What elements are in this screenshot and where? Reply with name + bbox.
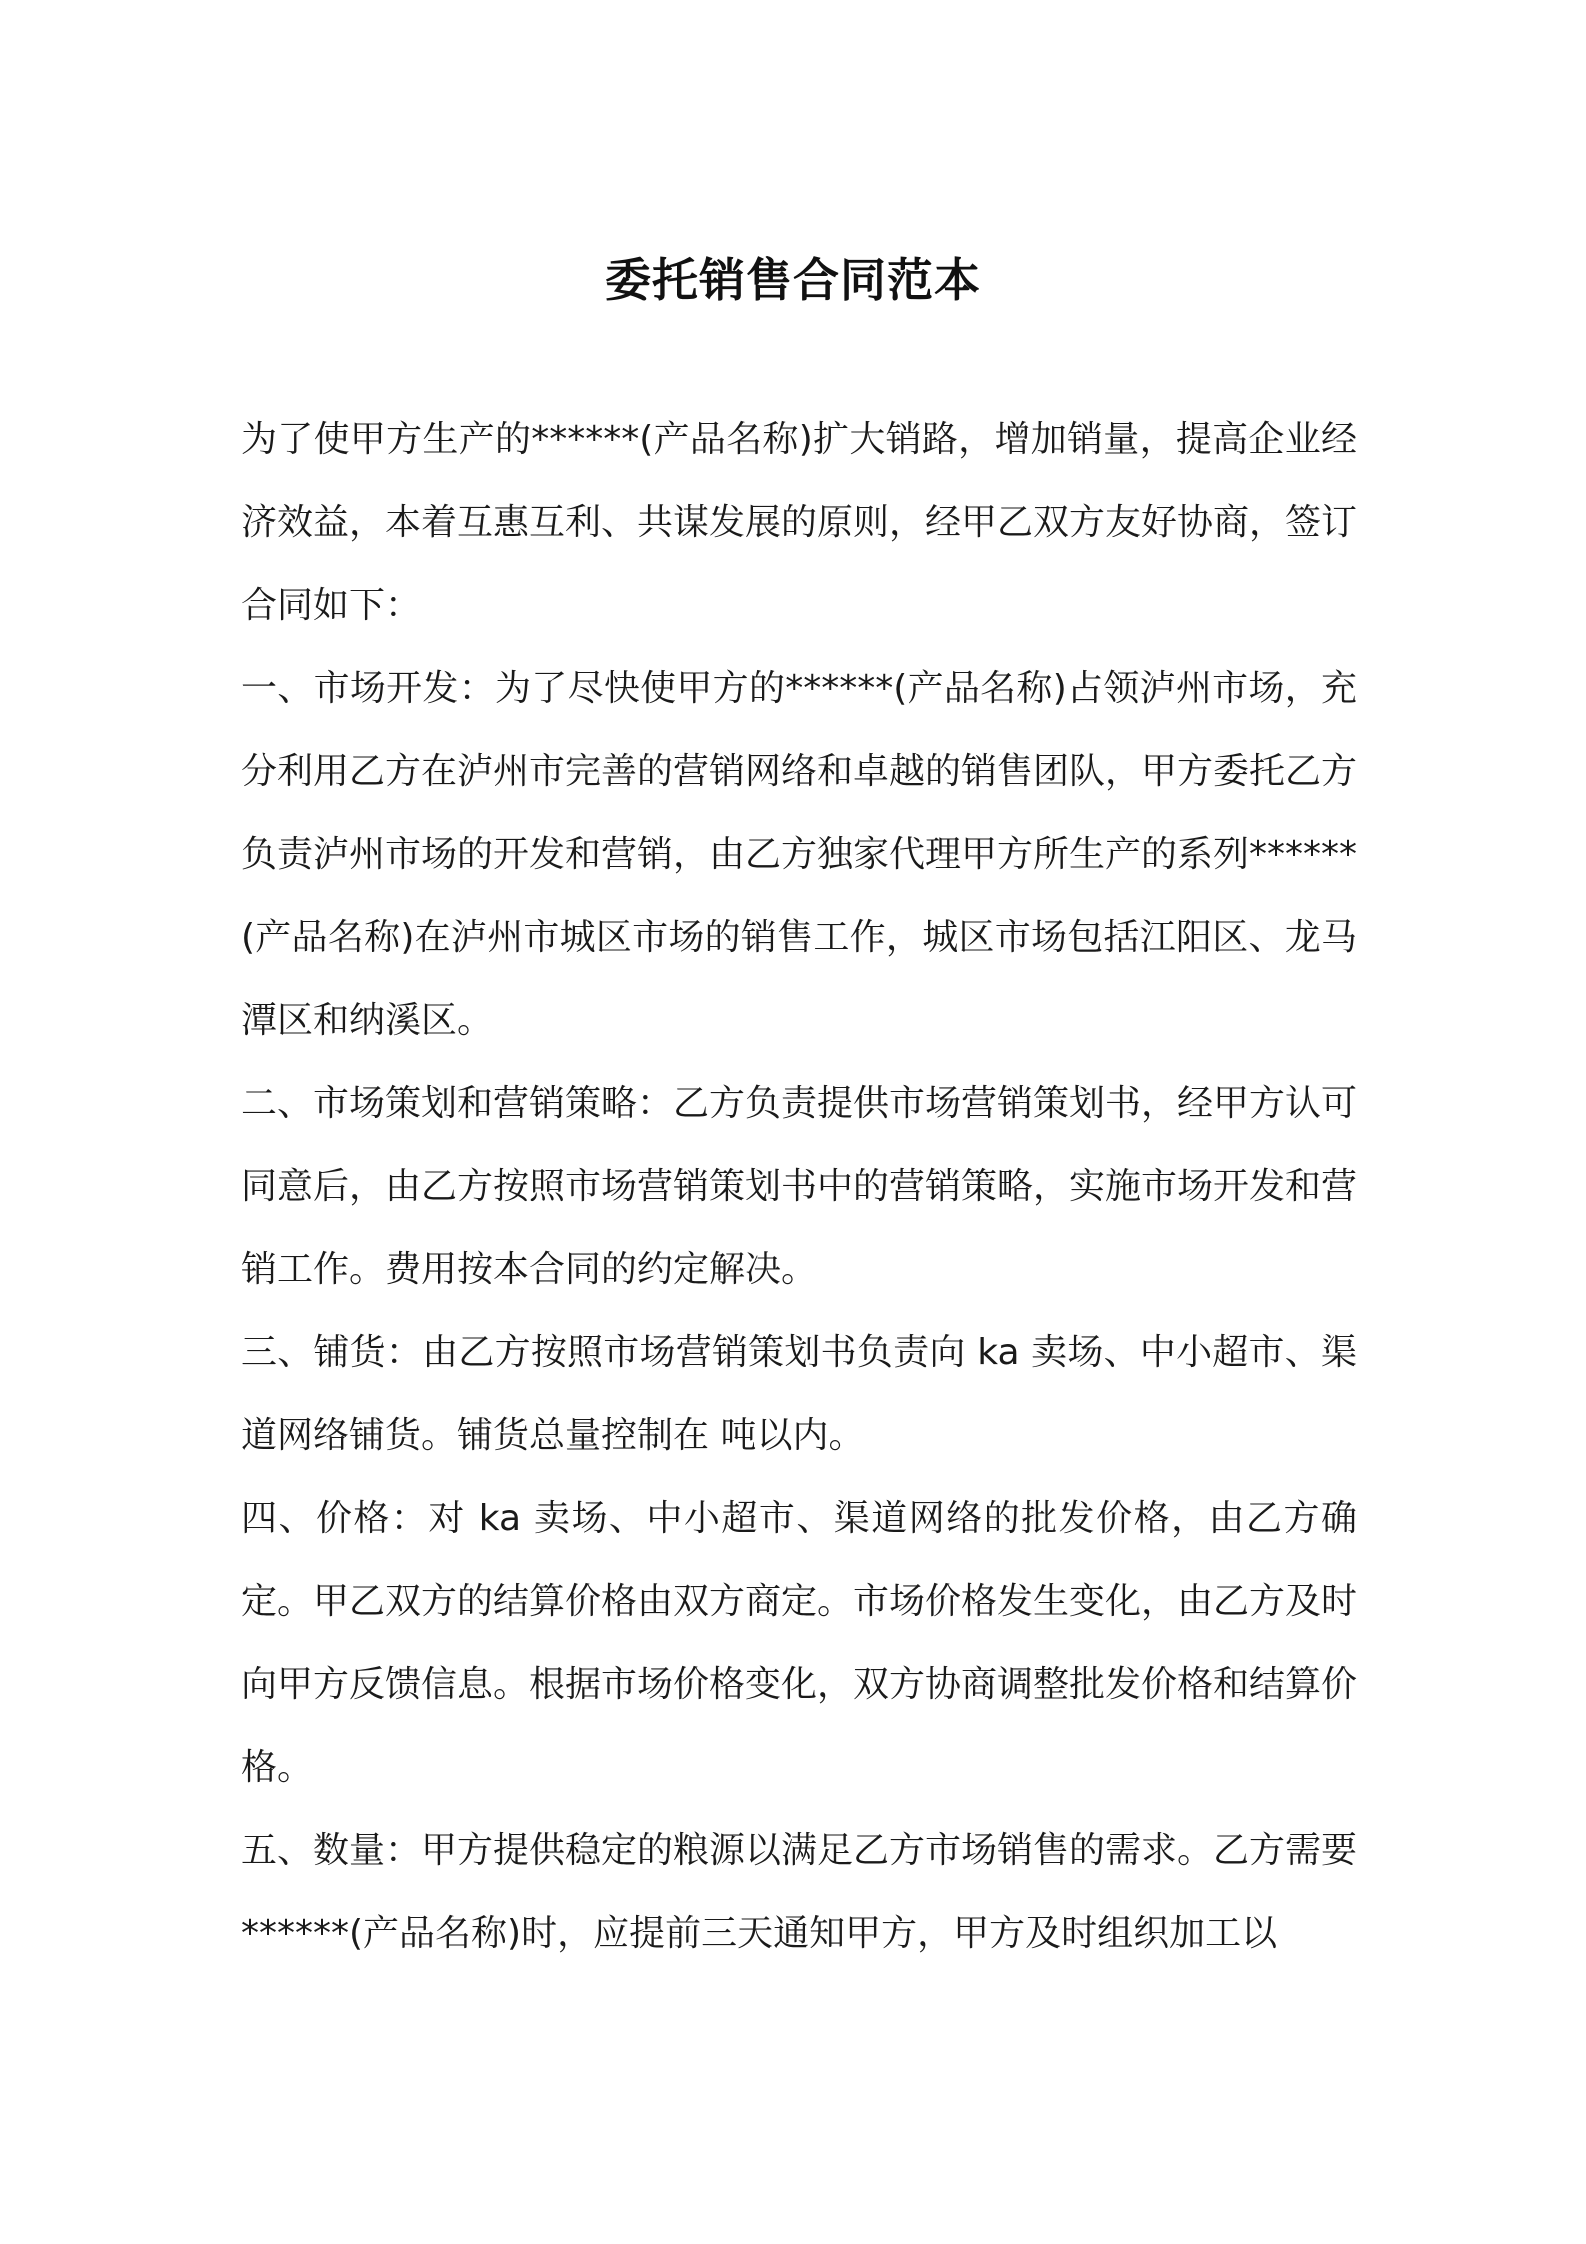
clause-quantity: 五、数量：甲方提供稳定的粮源以满足乙方市场销售的需求。乙方需要******(产品名称)时，应提前三天通知甲方，甲方及时组织加工以 <box>241 1830 1358 1954</box>
intro-paragraph: 为了使甲方生产的******(产品名称)扩大销路，增加销量，提高企业经济效益，本着互惠互利、共谋发展的原则，经甲乙双方友好协商，签订合同如下： <box>241 419 1358 626</box>
clause-market-development: 一、市场开发：为了尽快使甲方的******(产品名称)占领泸州市场，充分利用乙方在泸州市完善的营销网络和卓越的销售团队，甲方委托乙方负责泸州市场的开发和营销，由乙方独家代理甲方所生产的系列******(产品名称)在泸州市城区市场的销售工作，城区市场包括江阳区、龙马潭区和纳溪区。 <box>241 668 1358 1041</box>
document-title: 委托销售合同范本 <box>605 252 981 307</box>
clause-distribution: 三、铺货：由乙方按照市场营销策划书负责向 ka 卖场、中小超市、渠道网络铺货。铺货总量控制在 吨以内。 <box>241 1332 1357 1456</box>
clause-price: 四、价格：对 ka 卖场、中小超市、渠道网络的批发价格，由乙方确定。甲乙双方的结算价格由双方商定。市场价格发生变化，由乙方及时向甲方反馈信息。根据市场价格变化，双方协商调整批发价格和结算价格。 <box>241 1498 1358 1788</box>
document-body <box>241 398 1357 1975</box>
clause-marketing-strategy: 二、市场策划和营销策略：乙方负责提供市场营销策划书，经甲方认可同意后，由乙方按照市场营销策划书中的营销策略，实施市场开发和营销工作。费用按本合同的约定解决。 <box>241 1083 1358 1290</box>
